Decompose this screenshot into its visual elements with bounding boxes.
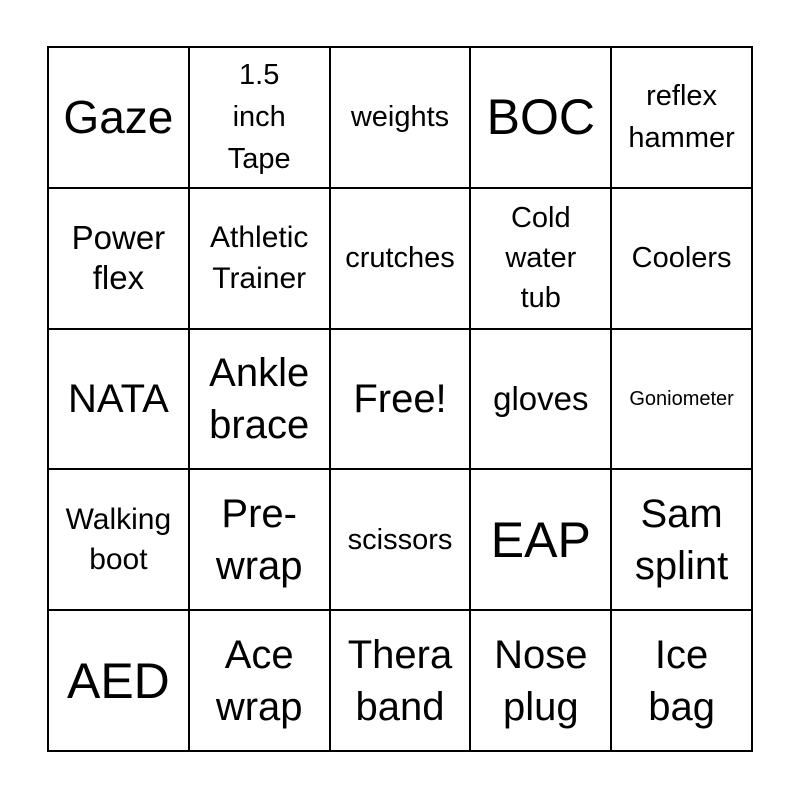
bingo-card bbox=[47, 46, 753, 752]
bingo-cell[interactable]: reflex hammer bbox=[612, 48, 753, 189]
bingo-cell[interactable]: BOC bbox=[471, 48, 612, 189]
bingo-cell[interactable]: Coolers bbox=[612, 189, 753, 330]
bingo-cell[interactable]: Cold water tub bbox=[471, 189, 612, 330]
bingo-cell[interactable]: scissors bbox=[331, 470, 472, 611]
bingo-cell[interactable]: Thera band bbox=[331, 611, 472, 752]
bingo-cell[interactable]: Sam splint bbox=[612, 470, 753, 611]
bingo-cell[interactable]: gloves bbox=[471, 330, 612, 471]
bingo-cell[interactable]: AED bbox=[49, 611, 190, 752]
bingo-cell[interactable]: weights bbox=[331, 48, 472, 189]
bingo-cell[interactable]: Pre- wrap bbox=[190, 470, 331, 611]
bingo-cell[interactable]: Goniometer bbox=[612, 330, 753, 471]
bingo-cell[interactable]: Gaze bbox=[49, 48, 190, 189]
bingo-cell[interactable]: crutches bbox=[331, 189, 472, 330]
free-space-cell[interactable]: Free! bbox=[331, 330, 472, 471]
bingo-cell[interactable]: NATA bbox=[49, 330, 190, 471]
bingo-cell[interactable]: Walking boot bbox=[49, 470, 190, 611]
bingo-cell[interactable]: Power flex bbox=[49, 189, 190, 330]
bingo-cell[interactable]: 1.5 inch Tape bbox=[190, 48, 331, 189]
bingo-cell[interactable]: Ankle brace bbox=[190, 330, 331, 471]
bingo-cell[interactable]: Ice bag bbox=[612, 611, 753, 752]
bingo-cell[interactable]: EAP bbox=[471, 470, 612, 611]
bingo-cell[interactable]: Nose plug bbox=[471, 611, 612, 752]
bingo-cell[interactable]: Athletic Trainer bbox=[190, 189, 331, 330]
bingo-cell[interactable]: Ace wrap bbox=[190, 611, 331, 752]
